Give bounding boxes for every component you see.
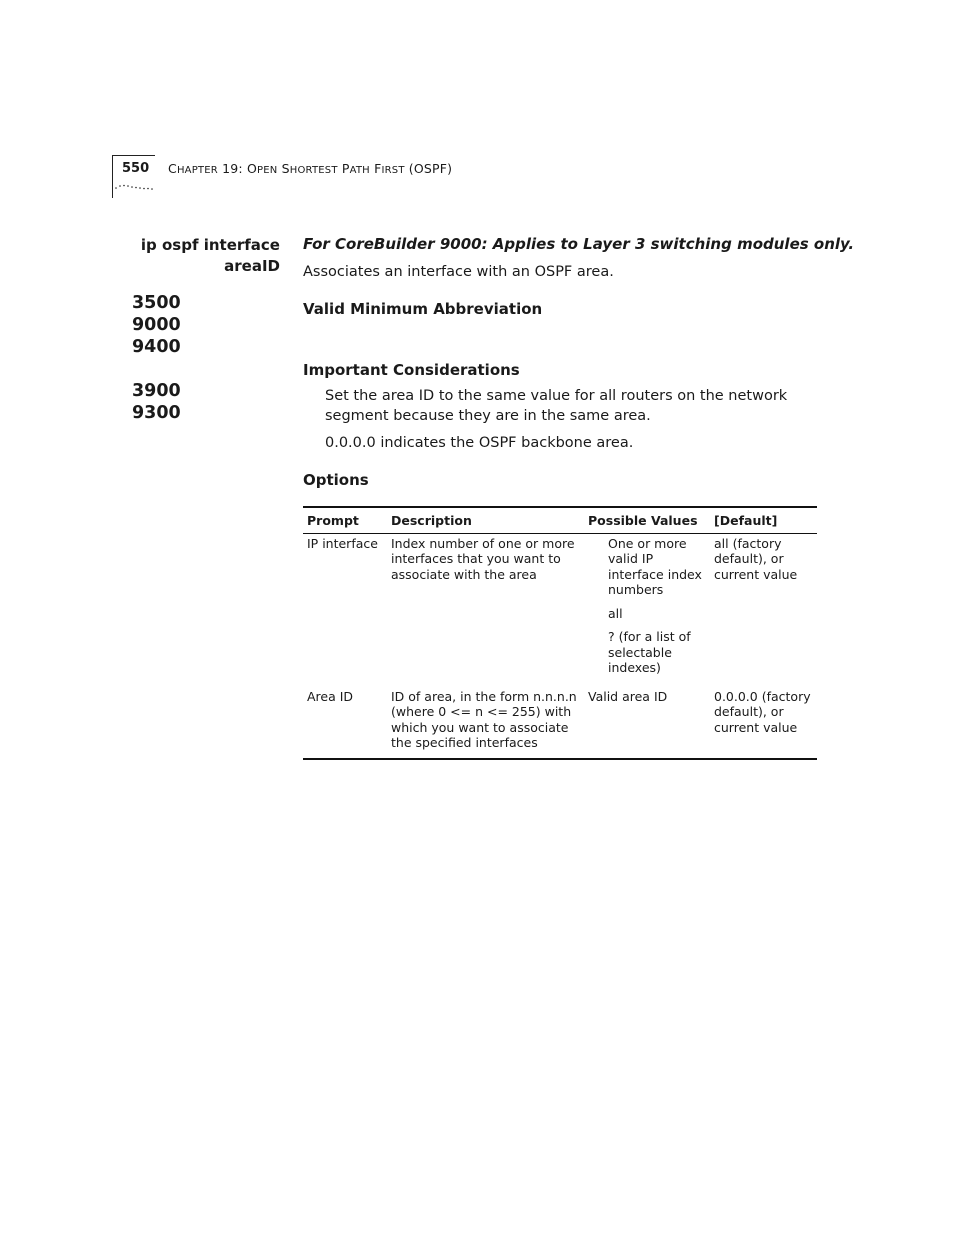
cell-default: 0.0.0.0 (factory default), or current value xyxy=(714,688,811,735)
consideration-paragraph: 0.0.0.0 indicates the OSPF backbone area. xyxy=(325,435,634,451)
table-row xyxy=(303,533,817,676)
cell-default: all (factory default), or current value xyxy=(714,535,798,582)
command-title xyxy=(80,235,280,277)
consideration-paragraph: Set the area ID to the same value for all routers on the network segment because they are in the same area. xyxy=(325,388,788,424)
column-header-possible-values: Possible Values xyxy=(584,507,710,533)
header-dot-rule xyxy=(114,184,156,190)
platform-9400: 9400 xyxy=(132,337,181,357)
platform-9000: 9000 xyxy=(132,315,181,335)
running-header: CHAPTER 19: OPEN SHORTEST PATH FIRST (OSPF) xyxy=(168,161,453,176)
command-title-line1: ip ospf interface xyxy=(140,236,280,254)
abbreviation-heading: Valid Minimum Abbreviation xyxy=(303,300,543,318)
value-item: ? (for a list of selectable indexes) xyxy=(608,629,691,675)
column-header-prompt: Prompt xyxy=(303,507,387,533)
platform-list xyxy=(132,292,181,424)
applies-note: For CoreBuilder 9000: Applies to Layer 3 switching modules only. xyxy=(303,235,855,253)
command-title-line2: areaID xyxy=(224,257,280,275)
column-header-description: Description xyxy=(387,507,584,533)
platform-9300: 9300 xyxy=(132,403,181,423)
cell-description: Index number of one or more interfaces that you want to associate with the area xyxy=(391,535,575,582)
value-item: all xyxy=(608,605,623,621)
cell-prompt: Area ID xyxy=(307,688,354,704)
table-row xyxy=(303,676,817,759)
options-table xyxy=(303,506,817,760)
cell-possible-values xyxy=(584,533,710,676)
options-heading: Options xyxy=(303,471,369,489)
cell-prompt: IP interface xyxy=(307,535,378,551)
important-considerations-heading: Important Considerations xyxy=(303,361,520,379)
platform-3900: 3900 xyxy=(132,381,181,401)
main-content xyxy=(303,235,855,760)
value-item: One or more valid IP interface index numbers xyxy=(608,535,702,597)
platform-3500: 3500 xyxy=(132,293,181,313)
column-header-default: [Default] xyxy=(710,507,817,533)
intro-text: Associates an interface with an OSPF area. xyxy=(303,264,614,280)
page-number: 550 xyxy=(122,161,150,176)
cell-possible-values: Valid area ID xyxy=(588,688,668,704)
table-header-row xyxy=(303,507,817,533)
cell-description: ID of area, in the form n.n.n.n (where 0 <= n <= 255) with which you want to associate the specified interfaces xyxy=(391,688,577,750)
